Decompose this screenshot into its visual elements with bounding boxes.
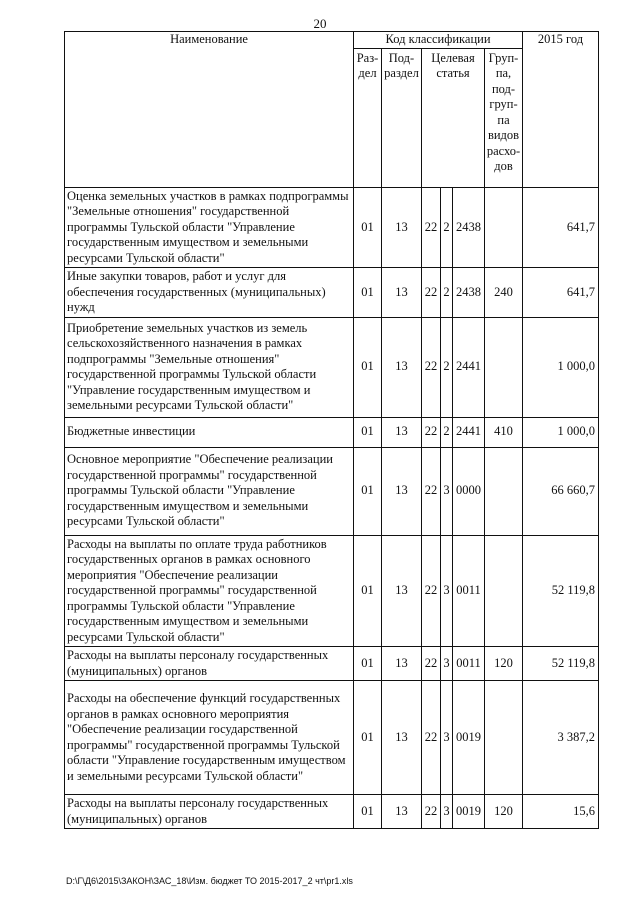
row-podrazdel: 13 [382,317,422,417]
row-podrazdel: 13 [382,535,422,647]
row-target-part1: 22 [422,447,441,535]
header-year: 2015 год [523,32,599,188]
header-name: Наименование [65,32,354,188]
row-target-part2: 3 [441,447,453,535]
table-row [65,317,599,417]
row-name: Основное мероприятие "Обеспечение реализации государственной программы" государственной программы Тульской области "Управление государственным имуществом и земельными ресурсами Тульской области" [65,447,354,535]
row-name: Бюджетные инвестиции [65,417,354,447]
row-expense-type: 240 [485,268,523,318]
row-razdel: 01 [354,187,382,268]
row-target-part1: 22 [422,795,441,829]
table-row [65,681,599,795]
row-razdel: 01 [354,447,382,535]
row-razdel: 01 [354,535,382,647]
row-target-part3: 2441 [453,317,485,417]
row-expense-type [485,681,523,795]
row-name: Оценка земельных участков в рамках подпрограммы "Земельные отношения" государственной программы Тульской области "Управление государственным имуществом и земельными ресурсами Тульской области" [65,187,354,268]
row-target-part3: 0000 [453,447,485,535]
row-razdel: 01 [354,647,382,681]
row-expense-type: 120 [485,795,523,829]
row-target-part1: 22 [422,187,441,268]
row-target-part3: 2438 [453,187,485,268]
row-podrazdel: 13 [382,795,422,829]
row-amount: 52 119,8 [523,647,599,681]
row-amount: 1 000,0 [523,417,599,447]
row-target-part1: 22 [422,681,441,795]
row-target-part3: 0019 [453,681,485,795]
row-target-part3: 2438 [453,268,485,318]
table-row [65,795,599,829]
row-razdel: 01 [354,317,382,417]
table-row [65,268,599,318]
row-amount: 3 387,2 [523,681,599,795]
row-razdel: 01 [354,795,382,829]
row-target-part2: 2 [441,268,453,318]
row-expense-type: 120 [485,647,523,681]
row-target-part2: 3 [441,647,453,681]
header-target-article: Целевая статья [422,48,485,187]
row-razdel: 01 [354,417,382,447]
row-amount: 52 119,8 [523,535,599,647]
row-expense-type [485,447,523,535]
row-target-part2: 2 [441,187,453,268]
row-target-part3: 0019 [453,795,485,829]
row-amount: 66 660,7 [523,447,599,535]
page-number: 20 [313,16,327,31]
header-podrazdel: Под- раздел [382,48,422,187]
row-target-part1: 22 [422,417,441,447]
table-row [65,187,599,268]
row-razdel: 01 [354,681,382,795]
header-razdel: Раз- дел [354,48,382,187]
row-target-part3: 0011 [453,647,485,681]
row-expense-type: 410 [485,417,523,447]
table-row [65,447,599,535]
row-target-part2: 3 [441,535,453,647]
row-target-part2: 3 [441,795,453,829]
row-podrazdel: 13 [382,417,422,447]
row-name: Расходы на выплаты персоналу государственных (муниципальных) органов [65,647,354,681]
row-name: Расходы на выплаты по оплате труда работников государственных органов в рамках основного мероприятия "Обеспечение реализации государственной программы" государственной программы Тульской области "Управление государственным имуществом и земельными ресурсами Тульской области" [65,535,354,647]
header-expense-group: Груп- па, под- груп- па видов расхо- дов [485,48,523,187]
row-podrazdel: 13 [382,647,422,681]
row-name: Приобретение земельных участков из земель сельскохозяйственного назначения в рамках подпрограммы "Земельные отношения" государственной программы Тульской области "Управление государственным имуществом и земельными ресурсами Тульской области" [65,317,354,417]
row-podrazdel: 13 [382,268,422,318]
row-name: Расходы на обеспечение функций государственных органов в рамках основного мероприятия "Обеспечение реализации государственной программы" государственной программы Тульской области "Управление государственным имуществом и земельными ресурсами Тульской области" [65,681,354,795]
row-target-part3: 2441 [453,417,485,447]
row-target-part2: 2 [441,417,453,447]
row-target-part3: 0011 [453,535,485,647]
row-target-part1: 22 [422,647,441,681]
row-podrazdel: 13 [382,187,422,268]
table-row [65,647,599,681]
row-amount: 641,7 [523,268,599,318]
row-target-part2: 3 [441,681,453,795]
row-expense-type [485,535,523,647]
row-podrazdel: 13 [382,681,422,795]
table-row [65,417,599,447]
row-amount: 15,6 [523,795,599,829]
row-name: Расходы на выплаты персоналу государственных (муниципальных) органов [65,795,354,829]
row-amount: 1 000,0 [523,317,599,417]
row-expense-type [485,187,523,268]
row-expense-type [485,317,523,417]
row-razdel: 01 [354,268,382,318]
row-name: Иные закупки товаров, работ и услуг для обеспечения государственных (муниципальных) нужд [65,268,354,318]
table-row [65,535,599,647]
row-podrazdel: 13 [382,447,422,535]
row-amount: 641,7 [523,187,599,268]
row-target-part2: 2 [441,317,453,417]
row-target-part1: 22 [422,535,441,647]
header-classification: Код классификации [354,32,523,49]
file-path-footer: D:\Г\Д6\2015\ЗАКОН\ЗАС_18\Изм. бюджет ТО 2015-2017_2 чт\pr1.xls [66,876,353,886]
budget-table [64,31,599,829]
row-target-part1: 22 [422,317,441,417]
row-target-part1: 22 [422,268,441,318]
